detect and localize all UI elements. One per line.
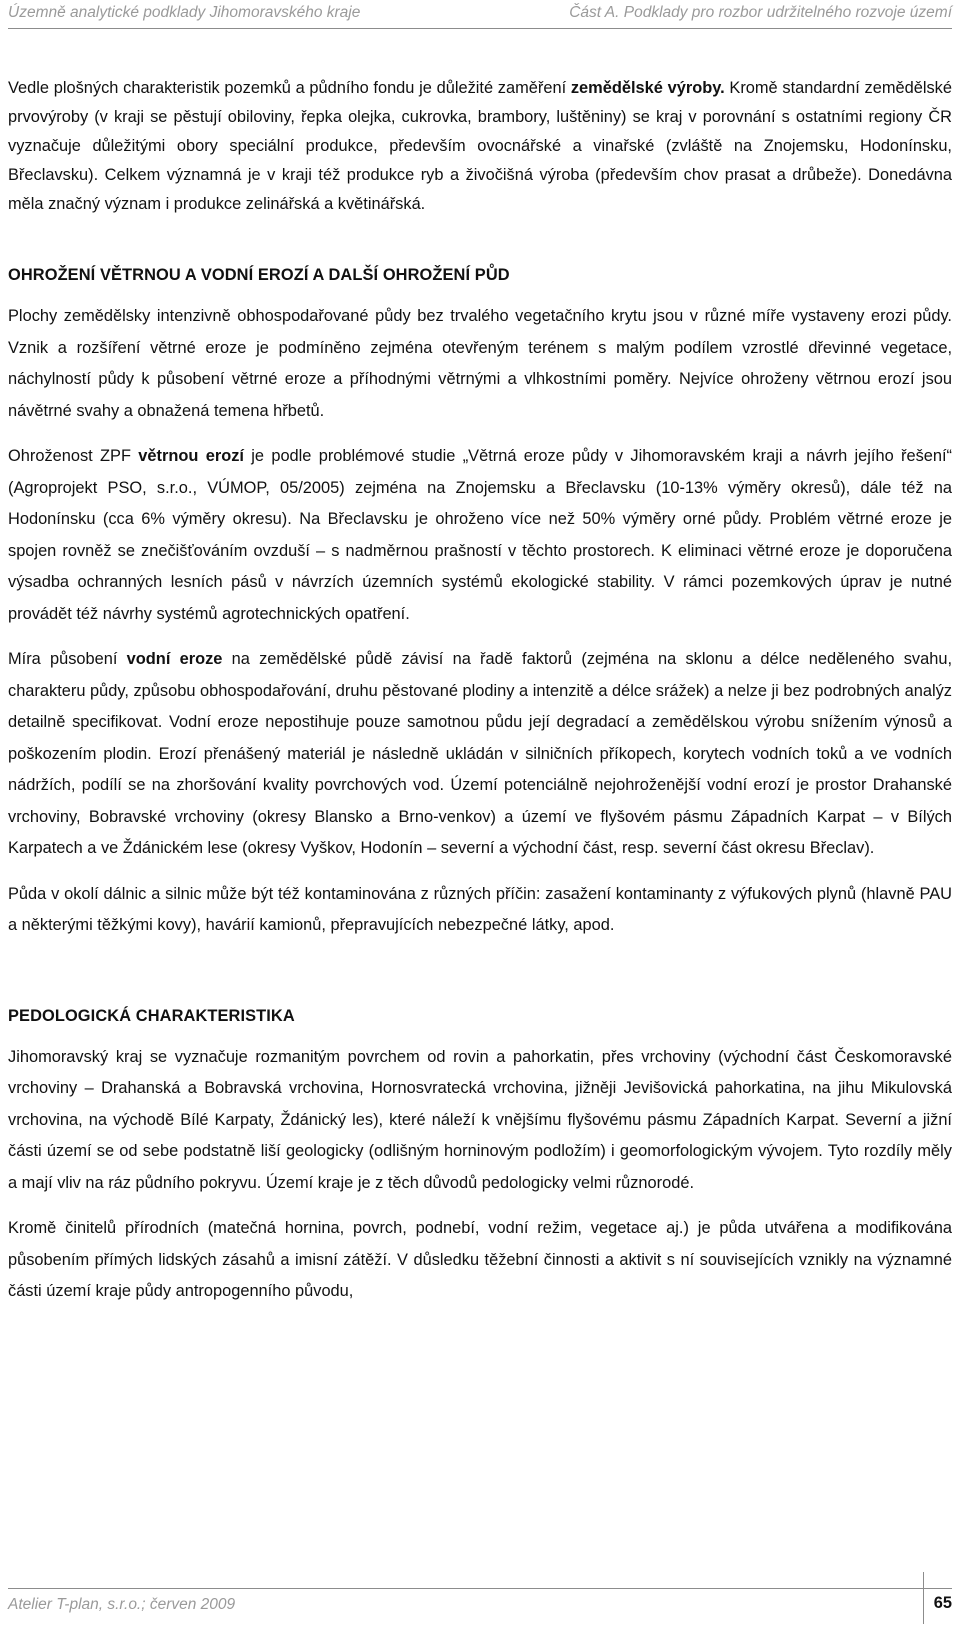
erosion-paragraph-3: [8, 644, 952, 865]
page-header: [8, 2, 952, 29]
erosion-paragraph-4: Půda v okolí dálnic a silnic může být též kontaminována z různých příčin: zasažení kontaminanty z výfukových plynů (hlavně PAU a některými těžkými kovy), havárií kamionů, přepravujících nebezpečné látky, apod.: [8, 884, 952, 934]
main-content: [8, 74, 952, 1308]
intro-text-1: Vedle plošných charakteristik pozemků a půdního fondu je důležité zaměření: [8, 79, 571, 97]
erosion-p2-text-1: Ohroženost ZPF: [8, 447, 139, 465]
intro-paragraph: [8, 74, 952, 219]
section-heading-pedology: PEDOLOGICKÁ CHARAKTERISTIKA: [8, 1006, 295, 1025]
page-number: 65: [933, 1594, 952, 1612]
erosion-paragraph-2: [8, 441, 952, 630]
erosion-p2-bold: větrnou erozí: [138, 447, 244, 465]
footer-rule: [8, 1588, 952, 1589]
pedology-paragraph-2: Kromě činitelů přírodních (matečná hornina, povrch, podnebí, vodní režim, vegetace aj.) je půda utvářena a modifikována působením přímých lidských zásahů a imisní zátěží. V důsledku těžební činnosti a aktivit s ní souvisejících vznikly na významné části území kraje půdy antropogenního původu,: [8, 1219, 952, 1300]
erosion-p3-bold: vodní eroze: [126, 650, 223, 668]
header-document-title: Územně analytické podklady Jihomoravského kraje: [8, 4, 361, 21]
erosion-p3-text-1: Míra působení: [8, 650, 127, 668]
page-footer: [8, 1588, 952, 1628]
erosion-p2-text-2: je podle problémové studie „Větrná eroze půdy v Jihomoravském kraji a návrh jejího řešení“ (Agroprojekt PSO, s.r.o., VÚMOP, 05/2005) zejména na Znojemsku a Břeclavsku (10-13% výměry okresů), dále též na Hodonínsku (cca 6% výměry okresu). Na Břeclavsku je ohroženo více než 50% výměry orné půdy. Problém větrné eroze je spojen rovněž se znečišťováním ovzduší – s nadměrnou prašností v těchto prostorech. K eliminaci větrné eroze je doporučena výsadba ochranných lesních pásů v návrzích územních systémů ekologické stability. V rámci pozemkových úprav je nutné provádět též návrhy systémů agrotechnických opatření.: [8, 447, 953, 623]
intro-text-2: Kromě standardní zemědělské prvovýroby (v kraji se pěstují obiloviny, řepka olejka, cukrovka, brambory, luštěniny) se kraj v porovnání s ostatními regiony ČR vyznačuje důležitými obory speciální produkce, především ovocnářské a vinařské (zvláště na Znojemsku, Hodonínsku, Břeclavsku). Celkem významná je v kraji též produkce ryb a živočišná výroba (především chov prasat a drůbeže). Donedávna měla značný význam i produkce zelinářská a květinářská.: [8, 79, 952, 213]
section-heading-erosion: OHROŽENÍ VĚTRNOU A VODNÍ EROZÍ A DALŠÍ OHROŽENÍ PŮD: [8, 266, 510, 284]
footer-page-divider: [923, 1572, 924, 1624]
intro-bold-1: zemědělské výroby.: [570, 79, 725, 97]
pedology-paragraph-1: Jihomoravský kraj se vyznačuje rozmanitým povrchem od rovin a pahorkatin, přes vrchoviny (východní část Českomoravské vrchoviny – Drahanská a Bobravská vrchovina, Hornosvratecká vrchovina, jižněji Jevišovická pahorkatina, na jihu Mikulovská vrchovina, na východě Bílé Karpaty, Ždánický les), které náleží k vnějšímu flyšovému pásmu Západních Karpat. Severní a jižní části území se od sebe podstatně liší geologicky (odlišným horninovým podložím) i geomorfologickým vývojem. Tyto rozdíly měly a mají vliv na ráz půdního pokryvu. Území kraje je z těch důvodů pedologicky velmi různorodé.: [8, 1047, 952, 1192]
header-section-title: Část A. Podklady pro rozbor udržitelného rozvoje území: [569, 4, 952, 21]
erosion-paragraph-1: Plochy zemědělsky intenzivně obhospodařované půdy bez trvalého vegetačního krytu jsou v různé míře vystaveny erozi půdy. Vznik a rozšíření větrné eroze je podmíněno zejména otevřeným terénem s malým podílem vzrostlé dřevinné vegetace, náchylností půdy k působení větrné eroze a příhodnými větrnými a vlhkostními poměry. Nejvíce ohroženy větrnou erozí jsou návětrné svahy a obnažená temena hřbetů.: [8, 307, 952, 420]
erosion-p3-text-2: na zemědělské půdě závisí na řadě faktorů (zejména na sklonu a délce neděleného svahu, charakteru půdy, způsobu obhospodařování, druhu pěstované plodiny a intenzitě a délce srážek) a nelze ji bez podrobných analýz detailně specifikovat. Vodní eroze nepostihuje pouze samotnou půdu její degradací a zemědělskou výrobu snížením výnosů a poškozením plodin. Erozí přenášený materiál je následně ukládán v silničních příkopech, korytech vodních toků a ve vodních nádržích, podílí se na zhoršování kvality povrchových vod. Území potenciálně nejohroženější vodní erozí je prostor Drahanské vrchoviny, Bobravské vrchoviny (okresy Blansko a Brno-venkov) a území ve flyšovém pásmu Západních Karpat – v Bílých Karpatech a ve Ždánickém lese (okresy Vyškov, Hodonín – severní a východní část, resp. severní část okresu Břeclav).: [8, 650, 952, 857]
footer-author: Atelier T-plan, s.r.o.; červen 2009: [8, 1596, 236, 1613]
